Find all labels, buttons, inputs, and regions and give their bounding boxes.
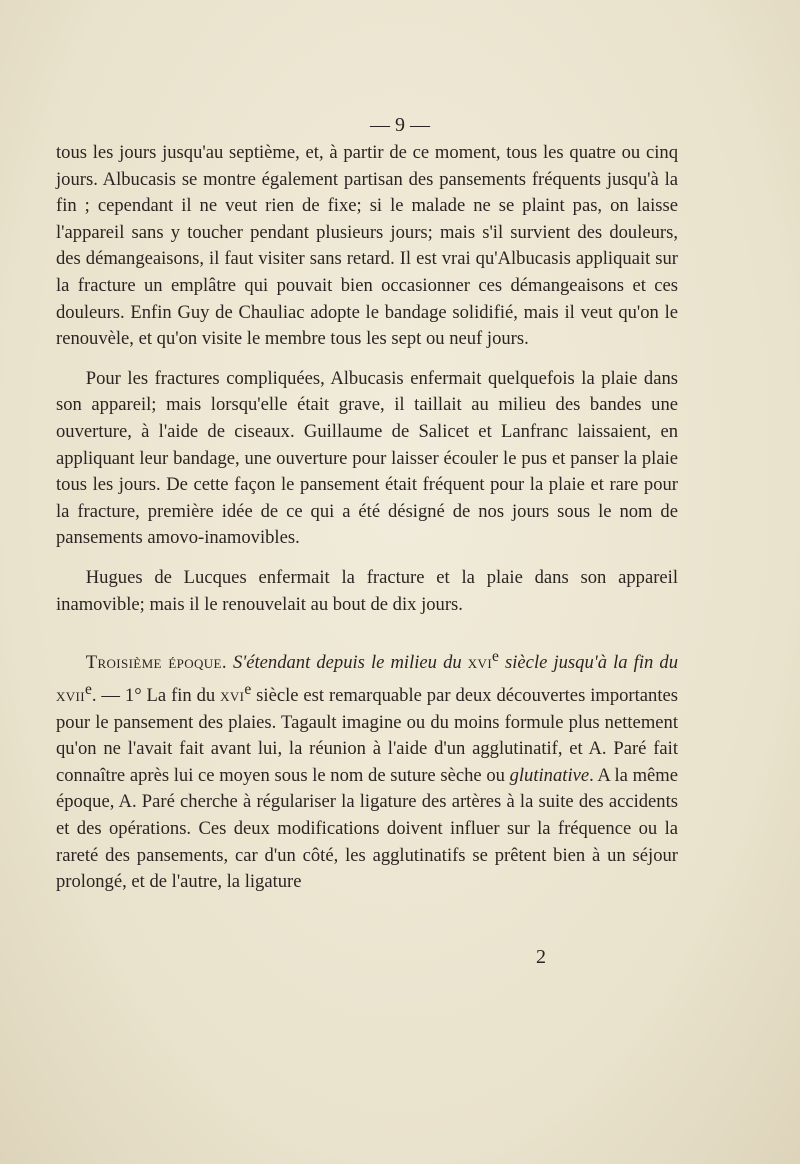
- section-heading: Troisième époque.: [85, 652, 227, 674]
- paragraph-1: tous les jours jusqu'au septième, et, à partir de ce moment, tous les quatre ou cinq jours. Albucasis se montre également partisan des pansements fréquents jusqu'à la fin ; cependant il ne veut rien de fixe; si le malade ne se plaint pas, on laisse l'appareil sans y toucher pendant plusieurs jours; mais s'il survient des douleurs, des démangeaisons, il faut visiter sans retard. Il est vrai qu'Albucasis appliquait sur la fracture un emplâtre qui pouvait bien occasionner ces démangeaisons et ces douleurs. Enfin Guy de Chauliac adopte le bandage solidifié, mais il veut qu'on le renouvèle, et qu'on visite le membre tous les sept ou neuf jours.: [56, 142, 678, 350]
- paragraph-4: [56, 644, 678, 896]
- superscript: e: [492, 648, 499, 666]
- body-text: [56, 140, 678, 896]
- paragraph-3: Hugues de Lucques enfermait la fracture et la plaie dans son appareil inamovible; mais il le renouvelait au bout de dix jours.: [56, 566, 678, 615]
- page-number: — 9 —: [370, 114, 430, 136]
- section-subtitle: S'étendant depuis le milieu du: [232, 652, 462, 674]
- signature-mark: 2: [536, 946, 546, 968]
- century-numeral: xvi: [220, 685, 245, 707]
- section-subtitle-cont: siècle jusqu'à la fin du: [505, 652, 678, 674]
- century-numeral: xvi: [467, 652, 493, 674]
- heading-period: .: [91, 685, 97, 707]
- paragraph-4-text-b: siècle est remarquable par deux découvertes importantes pour le pansement des plaies. Tagault imagine ou du moins formule plus nettement qu'on ne l'avait fait avant lui, la réunion à l'aide d'un agglutinatif, et A. Paré fait connaître après lui ce moyen sous le nom de suture sèche ou: [56, 685, 678, 786]
- superscript: e: [84, 680, 92, 698]
- century-numeral: xvii: [56, 685, 85, 707]
- superscript: e: [244, 680, 252, 698]
- paragraph-2: Pour les fractures compliquées, Albucasis enfermait quelquefois la plaie dans son appareil; mais lorsqu'elle était grave, il taillait au milieu des bandes une ouverture, à l'aide de ciseaux. Guillaume de Salicet et Lanfranc laissaient, en appliquant leur bandage, une ouverture pour laisser écouler le pus et panser la plaie tous les jours. De cette façon le pansement était fréquent pour la plaie et rare pour la fracture, première idée de ce qui a été désigné de nos jours sous le nom de pansements amovo-inamovibles.: [56, 367, 678, 549]
- paragraph-4-text-c: . A la même époque, A. Paré cherche à régulariser la ligature des artères à la suite des accidents et des opérations. Ces deux modifications doivent influer sur la fréquence ou la rareté des pansements, car d'un côté, les agglutinatifs se prêtent bien à un séjour prolongé, et de l'autre, la ligature: [56, 764, 679, 893]
- paragraph-4-text-a: — 1° La fin du: [96, 685, 221, 707]
- italic-term: glutinative: [509, 764, 590, 786]
